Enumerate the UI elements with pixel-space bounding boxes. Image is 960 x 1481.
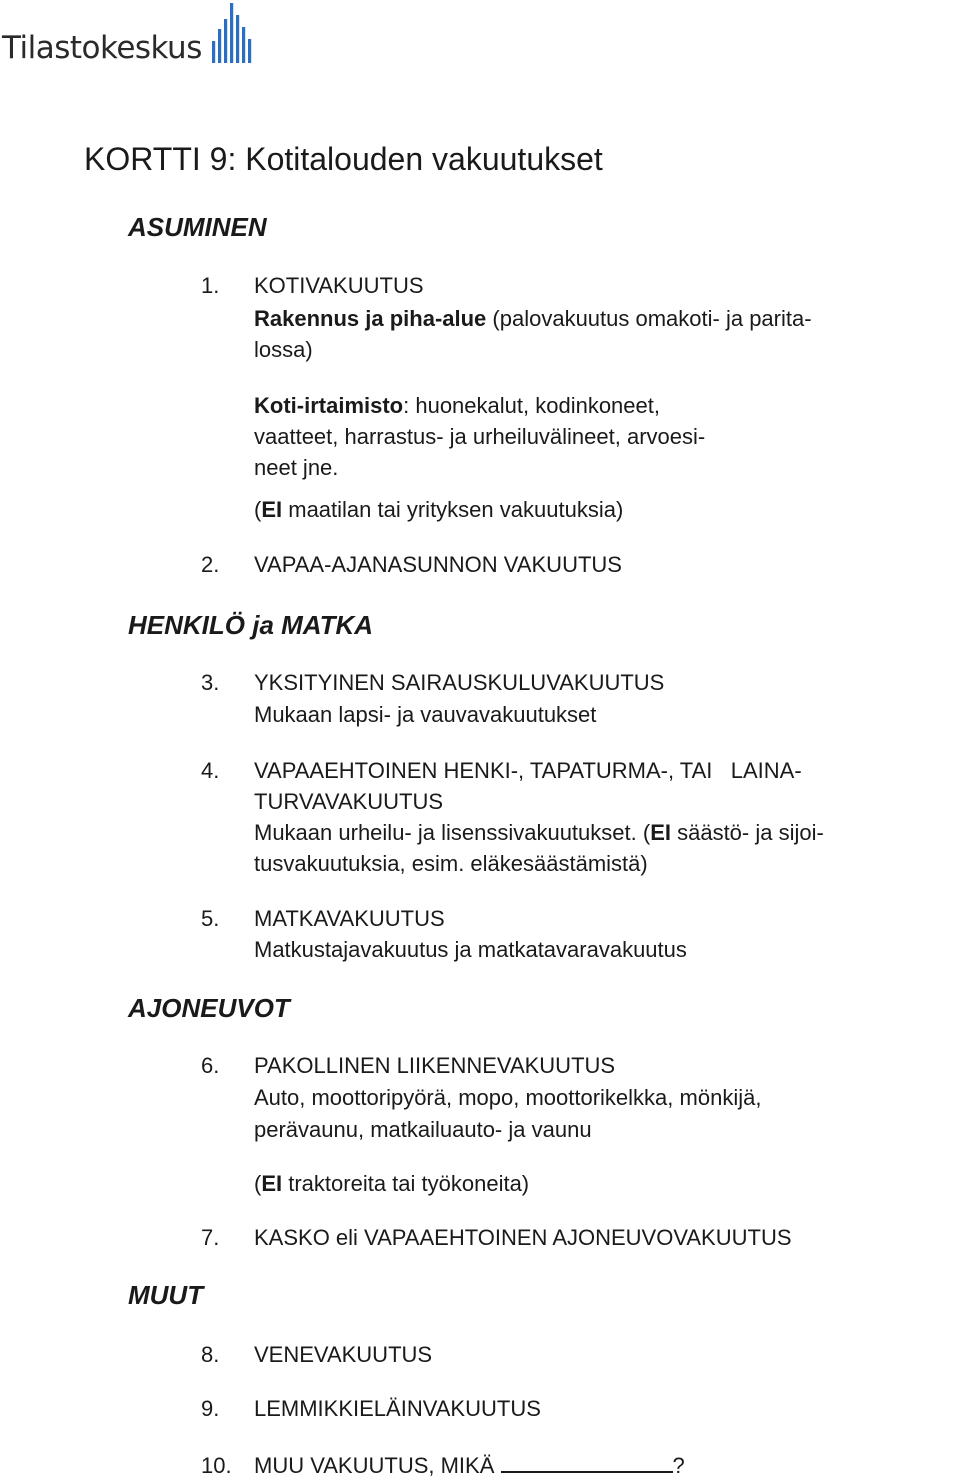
item-9-title: LEMMIKKIELÄINVAKUUTUS <box>254 1396 541 1421</box>
item-1-line-2: lossa) <box>254 337 313 362</box>
item-6-note-rest: traktoreita tai työkoneita) <box>282 1171 530 1196</box>
section-muut: MUUT <box>128 1280 204 1310</box>
item-2-title: VAPAA-AJANASUNNON VAKUUTUS <box>254 552 622 577</box>
item-7-title: KASKO eli VAPAAEHTOINEN AJONEUVOVAKUUTUS <box>254 1225 792 1250</box>
item-6-note <box>254 1168 529 1199</box>
item-10-title <box>254 1450 685 1481</box>
item-3-title: YKSITYINEN SAIRAUSKULUVAKUUTUS <box>254 670 665 695</box>
item-4-line-2: tusvakuutuksia, esim. eläkesäästämistä) <box>254 851 648 876</box>
item-1-line-1-rest: (palovakuutus omakoti- ja parita- <box>486 306 812 331</box>
item-4-line-1-bold: EI <box>650 820 671 845</box>
item-1-note-bold: EI <box>261 497 283 522</box>
item-10-title-text: MUU VAKUUTUS, MIKÄ <box>254 1453 501 1478</box>
logo-bars-icon <box>212 3 252 65</box>
item-1-line-5: neet jne. <box>254 455 339 480</box>
item-6-line-2: perävaunu, matkailuauto- ja vaunu <box>254 1117 592 1142</box>
item-4-title: VAPAAEHTOINEN HENKI-, TAPATURMA-, TAI LAINA- <box>254 758 802 783</box>
item-1-line-3 <box>254 390 660 421</box>
logo-wordmark: Tilastokeskus <box>2 30 202 66</box>
item-4-title-2: TURVAVAKUUTUS <box>254 789 444 814</box>
item-10-question-mark: ? <box>672 1453 685 1478</box>
tilastokeskus-logo <box>0 0 260 70</box>
item-1-note <box>254 494 623 525</box>
item-2-number: 2. <box>201 552 220 577</box>
item-5-title: MATKAVAKUUTUS <box>254 906 445 931</box>
item-10-number: 10. <box>201 1453 232 1478</box>
item-6-title: PAKOLLINEN LIIKENNEVAKUUTUS <box>254 1053 616 1078</box>
item-1-number: 1. <box>201 273 220 298</box>
answer-blank-line <box>501 1451 673 1473</box>
item-1-note-open: ( <box>254 497 262 522</box>
item-1-line-4: vaatteet, harrastus- ja urheiluvälineet, arvoesi- <box>254 424 706 449</box>
item-1-line-1 <box>254 303 812 334</box>
item-5-number: 5. <box>201 906 220 931</box>
item-4-line-1-b: säästö- ja sijoi- <box>670 820 824 845</box>
item-6-number: 6. <box>201 1053 220 1078</box>
item-4-line-1-a: Mukaan urheilu- ja lisenssivakuutukset. ( <box>254 820 651 845</box>
item-3-line-1: Mukaan lapsi- ja vauvavakuutukset <box>254 702 597 727</box>
section-henkilo-ja-matka: HENKILÖ ja MATKA <box>128 610 374 640</box>
item-1-line-1-bold: Rakennus ja piha-alue <box>254 306 487 331</box>
item-1-line-3-bold: Koti-irtaimisto <box>254 393 404 418</box>
item-1-title: KOTIVAKUUTUS <box>254 273 424 298</box>
item-1-note-rest: maatilan tai yrityksen vakuutuksia) <box>282 497 624 522</box>
section-asuminen: ASUMINEN <box>128 212 267 242</box>
item-4-number: 4. <box>201 758 220 783</box>
item-5-line-1: Matkustajavakuutus ja matkatavaravakuutus <box>254 937 687 962</box>
item-6-line-1: Auto, moottoripyörä, mopo, moottorikelkka, mönkijä, <box>254 1085 762 1110</box>
section-ajoneuvot: AJONEUVOT <box>128 993 290 1023</box>
item-1-line-3-rest: : huonekalut, kodinkoneet, <box>403 393 660 418</box>
item-8-title: VENEVAKUUTUS <box>254 1342 433 1367</box>
item-6-note-open: ( <box>254 1171 262 1196</box>
item-7-number: 7. <box>201 1225 220 1250</box>
item-9-number: 9. <box>201 1396 220 1421</box>
item-8-number: 8. <box>201 1342 220 1367</box>
item-3-number: 3. <box>201 670 220 695</box>
item-6-note-bold: EI <box>261 1171 283 1196</box>
item-4-line-1 <box>254 817 824 848</box>
page-title: KORTTI 9: Kotitalouden vakuutukset <box>84 141 603 177</box>
